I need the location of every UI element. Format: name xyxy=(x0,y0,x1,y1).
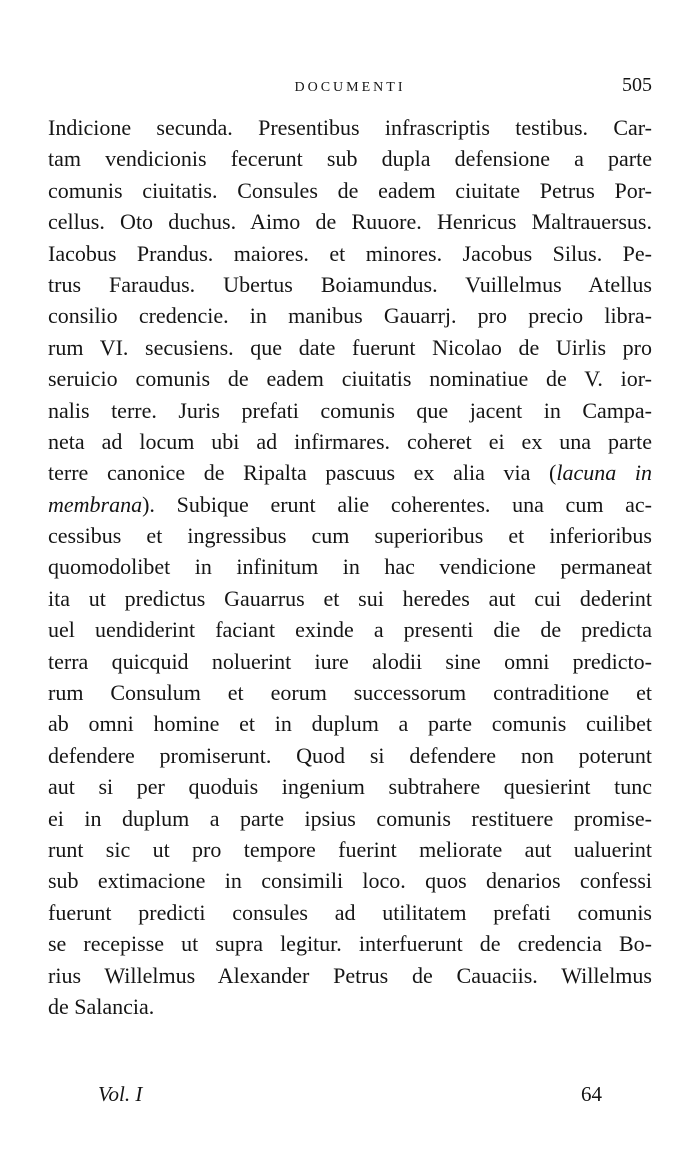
text-segment: rius Willelmus Alexander Petrus de Cauaciis. Willelmus xyxy=(48,962,652,988)
text-line xyxy=(48,960,652,991)
text-segment: runt sic ut pro tempore fuerint meliorate aut ualuerint xyxy=(48,836,652,862)
running-title: DOCUMENTI xyxy=(294,80,406,95)
text-line xyxy=(48,614,652,645)
text-line xyxy=(48,646,652,677)
text-segment: cessibus et ingressibus cum superioribus et inferioribus xyxy=(48,523,652,549)
text-line xyxy=(48,269,652,300)
text-segment: ). Subique erunt alie coherentes. una cum ac- xyxy=(142,491,652,517)
text-line xyxy=(48,991,652,1022)
text-segment: uel uendiderint faciant exinde a presenti die de predicta xyxy=(48,617,652,643)
page-number: 505 xyxy=(622,74,652,96)
text-line xyxy=(48,520,652,551)
text-segment: seruicio comunis de eadem ciuitatis nominatiue de V. ior- xyxy=(48,366,652,392)
text-line xyxy=(48,395,652,426)
text-segment: defendere promiserunt. Quod si defendere non poterunt xyxy=(48,742,652,768)
text-line xyxy=(48,583,652,614)
text-line xyxy=(48,112,652,143)
page-footer xyxy=(98,1082,602,1118)
text-line xyxy=(48,238,652,269)
text-segment: Iacobus Prandus. maiores. et minores. Jacobus Silus. Pe- xyxy=(48,240,652,266)
text-line xyxy=(48,708,652,739)
italic-text-segment: membrana xyxy=(48,491,143,517)
text-line xyxy=(48,143,652,174)
text-segment: cellus. Oto duchus. Aimo de Ruuore. Henricus Maltrauersus. xyxy=(48,209,652,235)
text-segment: quomodolibet in infinitum in hac vendicione permaneat xyxy=(48,554,652,580)
text-line xyxy=(48,834,652,865)
text-line xyxy=(48,740,652,771)
text-segment: ab omni homine et in duplum a parte comunis cuilibet xyxy=(48,711,652,737)
text-line xyxy=(48,206,652,237)
text-line xyxy=(48,457,652,488)
text-segment: trus Faraudus. Ubertus Boiamundus. Vuillelmus Atellus xyxy=(48,271,652,297)
running-head xyxy=(48,74,652,104)
text-segment: rum VI. secusiens. que date fuerunt Nicolao de Uirlis pro xyxy=(48,334,652,360)
text-line xyxy=(48,332,652,363)
text-line xyxy=(48,300,652,331)
text-segment: neta ad locum ubi ad infirmares. coheret ei ex una parte xyxy=(48,428,652,454)
text-segment: terre canonice de Ripalta pascuus ex alia via ( xyxy=(48,460,557,486)
text-segment: terra quicquid noluerint iure alodii sine omni predicto- xyxy=(48,648,652,674)
text-line xyxy=(48,489,652,520)
text-line xyxy=(48,426,652,457)
text-line xyxy=(48,928,652,959)
document-body xyxy=(48,112,652,1022)
text-line xyxy=(48,551,652,582)
text-segment: ita ut predictus Gauarrus et sui heredes aut cui dederint xyxy=(48,585,652,611)
text-segment: nalis terre. Juris prefati comunis que jacent in Campa- xyxy=(48,397,652,423)
text-line xyxy=(48,771,652,802)
text-line xyxy=(48,865,652,896)
text-segment: de Salancia. xyxy=(48,993,155,1019)
text-segment: sub extimacione in consimili loco. quos denarios confessi xyxy=(48,868,652,894)
text-line xyxy=(48,175,652,206)
text-line xyxy=(48,803,652,834)
text-line xyxy=(48,897,652,928)
text-segment: fuerunt predicti consules ad utilitatem prefati comunis xyxy=(48,899,652,925)
text-segment: consilio credencie. in manibus Gauarrj. pro precio libra- xyxy=(48,303,652,329)
text-segment: Indicione secunda. Presentibus infrascriptis testibus. Car- xyxy=(48,115,652,140)
text-segment: comunis ciuitatis. Consules de eadem ciuitate Petrus Por- xyxy=(48,177,652,203)
italic-text-segment: lacuna in xyxy=(556,460,652,486)
signature-mark: 64 xyxy=(581,1082,602,1106)
text-segment: aut si per quoduis ingenium subtrahere quesierint tunc xyxy=(48,774,652,800)
text-segment: tam vendicionis fecerunt sub dupla defensione a parte xyxy=(48,146,652,172)
text-line xyxy=(48,677,652,708)
text-segment: ei in duplum a parte ipsius comunis restituere promise- xyxy=(48,805,652,831)
text-segment: se recepisse ut supra legitur. interfuerunt de credencia Bo- xyxy=(48,931,652,957)
text-line xyxy=(48,363,652,394)
volume-label: Vol. I xyxy=(98,1082,143,1106)
text-segment: rum Consulum et eorum successorum contraditione et xyxy=(48,680,652,706)
